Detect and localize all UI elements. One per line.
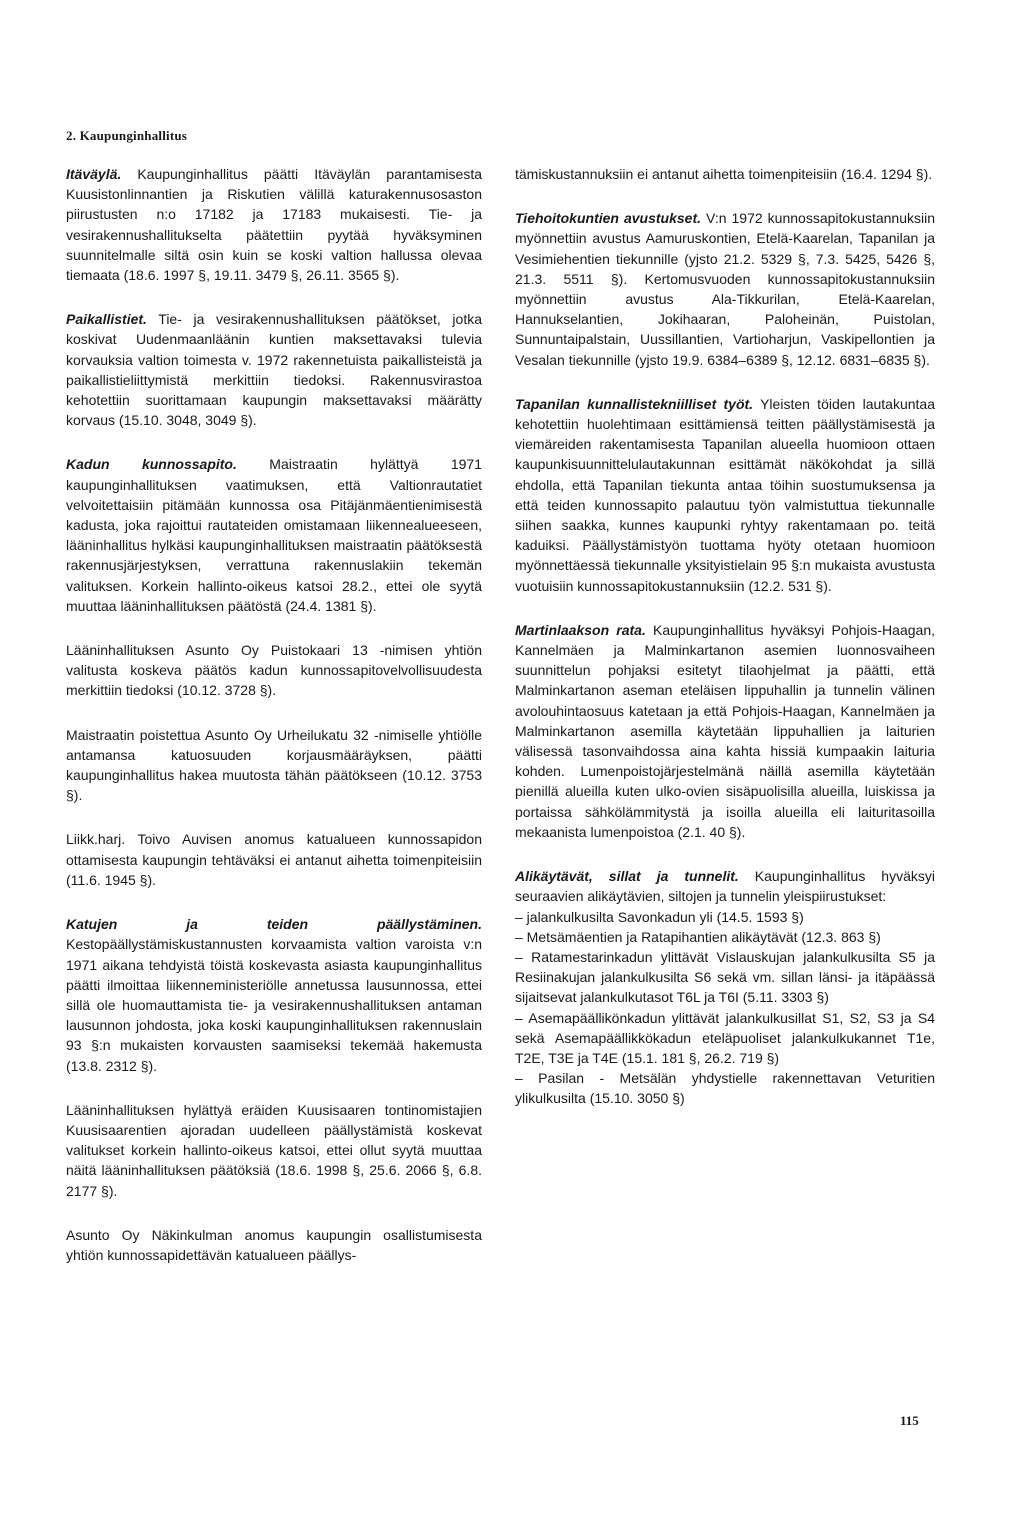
- paragraph-text: Yleisten töiden lautakuntaa kehotettiin huolehtimaan esittämiensä teitten päällystämisestä ja viemäreiden rakentamisesta Tapanilan alueella huomioon ottaen kaupunkisuunnittelulautakunnan esittämät näkökohdat ja sillä ehdolla, että Tapanilan tiekunta antaa töihin suostumuksensa ja että teiden kunnossapito palautuu työn valmistuttua tiekunnalle siihen saakka, kunnes kaupunki ryhtyy rakentamaan po. teitä kaduiksi. Päällystämistyön tuottama hyöty otetaan huomioon myönnettäessä tiekunnalle yksityistielain 95 §:n mukaista avustusta vuotuisiin kunnossapitokustannuksiin (12.2. 531 §).: [515, 395, 935, 594]
- paragraph-text: Kaupunginhallitus hyväksyi Pohjois-Haagan, Kannelmäen ja Malminkartanon asemien luonnosvaiheen suunnittelun pohjaksi esitetyt tilaohjelmat ja päätti, että Malminkartanon aseman eteläisen lippuhallin ja tunnelin välinen avolouhintaosuus katetaan ja että Pohjois-Haagan, Kannelmäen ja Malminkartanon asemilla käytetään lippuhallien ja laiturien välisessä tasonvaihdossa aina kahta hissiä kumpaakin laituria kohden. Lumenpoistojärjestelmänä näillä asemilla käytetään pienillä alueilla kuten ulko-ovien sisäpuolisilla alueilla, luiskissa ja portaissa sähkölämmitystä ja isoilla alueilla eli laituritasoilla mekaanista lumenpoistoa (2.1. 40 §).: [515, 621, 935, 840]
- paragraph-text: V:n 1972 kunnossapitokustannuksiin myönnettiin avustus Aamuruskontien, Etelä-Kaarelan, Tapanilan ja Vesimiehentien tiekunnille (yjsto 21.2. 5329 §, 7.3. 5425, 5426 §, 21.3. 5511 §). Kertomusvuoden kunnossapitokustannuksiin myönnettiin avustus Ala-Tikkurilan, Etelä-Kaarelan, Hannukselantien, Jokihaaran, Paloheinän, Puistolan, Sunnuntaipalstain, Uussillantien, Vartioharjun, Vaskipellontien ja Vesalan tiekunnille (yjsto 19.9. 6384–6389 §, 12.12. 6831–6835 §).: [515, 210, 936, 368]
- right-column: [515, 164, 935, 1109]
- paragraph-lead: Itäväylä.: [66, 166, 122, 182]
- paragraph: [66, 914, 482, 1076]
- paragraph: [515, 208, 935, 370]
- list-item: – jalankulkusilta Savonkadun yli (14.5. 1593 §): [515, 908, 804, 925]
- paragraph: [66, 164, 482, 285]
- list-item: – Metsämäentien ja Ratapihantien alikäytävät (12.3. 863 §): [515, 928, 881, 945]
- paragraph-with-list: [515, 866, 935, 1108]
- list-item: – Pasilan - Metsälän yhdystielle rakennettavan Veturitien ylikulkusilta (15.10. 3050 §): [515, 1070, 935, 1107]
- paragraph-text: Tie- ja vesirakennushallituksen päätökset, jotka koskivat Uudenmaanläänin kuntien maksettavaksi tulevia korvauksia valtion toimesta v. 1972 rakennetuista paikallisteistä ja paikallistieliittymistä merkittiin tiedoksi. Rakennusvirastoa kehotettiin suorittamaan kaupungin maksettavaksi määrätty korvaus (15.10. 3048, 3049 §).: [66, 311, 482, 429]
- paragraph-text: Kaupunginhallitus hyväksyi seuraavien alikäytävien, siltojen ja tunnelin yleispiirustukset:: [515, 868, 935, 905]
- paragraph: [66, 1225, 482, 1265]
- paragraph-lead: Martinlaakson rata.: [515, 621, 646, 638]
- paragraph: [66, 640, 482, 701]
- page-number: 115: [900, 1413, 919, 1428]
- paragraph-lead: Tiehoitokuntien avustukset.: [515, 210, 702, 227]
- paragraph: [66, 1100, 482, 1201]
- paragraph: [66, 454, 482, 616]
- paragraph-text: Lääninhallituksen Asunto Oy Puistokaari 13 -nimisen yhtiön valitusta koskeva päätös kadun kunnossapitovelvollisuudesta merkittiin tiedoksi (10.12. 3728 §).: [66, 642, 482, 699]
- paragraph-text: Asunto Oy Näkinkulman anomus kaupungin osallistumisesta yhtiön kunnossapidettävän katualueen päällys-: [66, 1226, 482, 1263]
- paragraph: [515, 164, 935, 184]
- paragraph-text: Maistraatin poistettua Asunto Oy Urheilukatu 32 -nimiselle yhtiölle antamansa katuosuuden korjausmääräyksen, päätti kaupunginhallitus hakea muutosta tähän päätökseen (10.12. 3753 §).: [66, 726, 482, 804]
- paragraph-text: Lääninhallituksen hylättyä eräiden Kuusisaaren tontinomistajien Kuusisaarentien ajoradan uudelleen päällystämistä koskevat valitukset korkein hallinto-oikeus katsoi, ettei ollut syytä muuttaa näitä lääninhallituksen päätöksiä (18.6. 1998 §, 25.6. 2066 §, 6.8. 2177 §).: [66, 1101, 482, 1199]
- paragraph: [66, 309, 482, 430]
- paragraph-text: Liikk.harj. Toivo Auvisen anomus katualueen kunnossapidon ottamisesta kaupungin tehtäväksi ei antanut aihetta toimenpiteisiin (11.6. 1945 §).: [66, 831, 482, 888]
- paragraph-lead: Kadun kunnossapito.: [66, 456, 237, 473]
- left-column: [66, 164, 482, 1289]
- paragraph-text: tämiskustannuksiin ei antanut aihetta toimenpiteisiin (16.4. 1294 §).: [515, 166, 933, 182]
- paragraph: [515, 394, 935, 596]
- paragraph: [66, 829, 482, 890]
- paragraph-lead: Paikallistiet.: [66, 311, 147, 328]
- paragraph: [515, 620, 935, 842]
- paragraph-lead: Tapanilan kunnallistekniilliset työt.: [515, 395, 754, 412]
- paragraph-lead: Alikäytävät, sillat ja tunnelit.: [515, 868, 739, 885]
- paragraph-lead: Katujen ja teiden päällystäminen.: [66, 916, 482, 933]
- section-heading: 2. Kaupunginhallitus: [66, 128, 188, 143]
- paragraph: [515, 866, 935, 906]
- paragraph-text: Maistraatin hylättyä 1971 kaupunginhallituksen vaatimuksen, että Valtionrautatiet velvoitettaisiin pitämään kunnossa osa Pitäjänmäentienimisestä kadusta, joka rajoittui rautateiden omistamaan liikennealueeseen, lääninhallitus hylkäsi kaupunginhallituksen maistraatin päätöksestä rakennusjärjestyksen, verrattuna rakennuslakiin tekemän valituksen. Korkein hallinto-oikeus katsoi 28.2., ettei ole syytä muuttaa lääninhallituksen päätöstä (24.4. 1381 §).: [66, 456, 482, 614]
- paragraph-text: Kestopäällystämiskustannusten korvaamista valtion varoista v:n 1971 aikana tehdyistä töistä koskevasta asiasta kaupunginhallitus päätti ilmoittaa liikenneministeriölle annetussa lausunnossa, ettei sillä ole huomauttamista tie- ja vesirakennushallituksen antaman lausunnon johdosta, joka koski kaupunginhallituksen rakennuslain 93 §:n mukaisten korvausten saamiseksi tekemää hakemusta (13.8. 2312 §).: [66, 936, 482, 1074]
- paragraph-text: Kaupunginhallitus päätti Itäväylän parantamisesta Kuusistonlinnantien ja Riskutien välillä katurakennusosaston piirustusten n:o 17182 ja 17183 mukaisesti. Tie- ja vesirakennushallitukselta päätettiin pyytää hyväksyminen suunnitelmalle siltä osin kuin se koski valtion hallussa olevaa tiemaata (18.6. 1997 §, 19.11. 3479 §, 26.11. 3565 §).: [66, 166, 482, 284]
- list-item: – Asemapäällikönkadun ylittävät jalankulkusillat S1, S2, S3 ja S4 sekä Asemapäällikkökadun eteläpuoliset jalankulkukannet T1e, T2E, T3E ja T4E (15.1. 181 §, 26.2. 719 §): [515, 1009, 935, 1066]
- paragraph: [66, 725, 482, 806]
- list-item: – Ratamestarinkadun ylittävät Vislauskujan jalankulkusilta S5 ja Resiinakujan jalankulkusilta S6 sekä vm. sillan länsi- ja itäpäässä sijaitsevat jalankulkutasot T6L ja T6I (5.11. 3303 §): [515, 948, 935, 1006]
